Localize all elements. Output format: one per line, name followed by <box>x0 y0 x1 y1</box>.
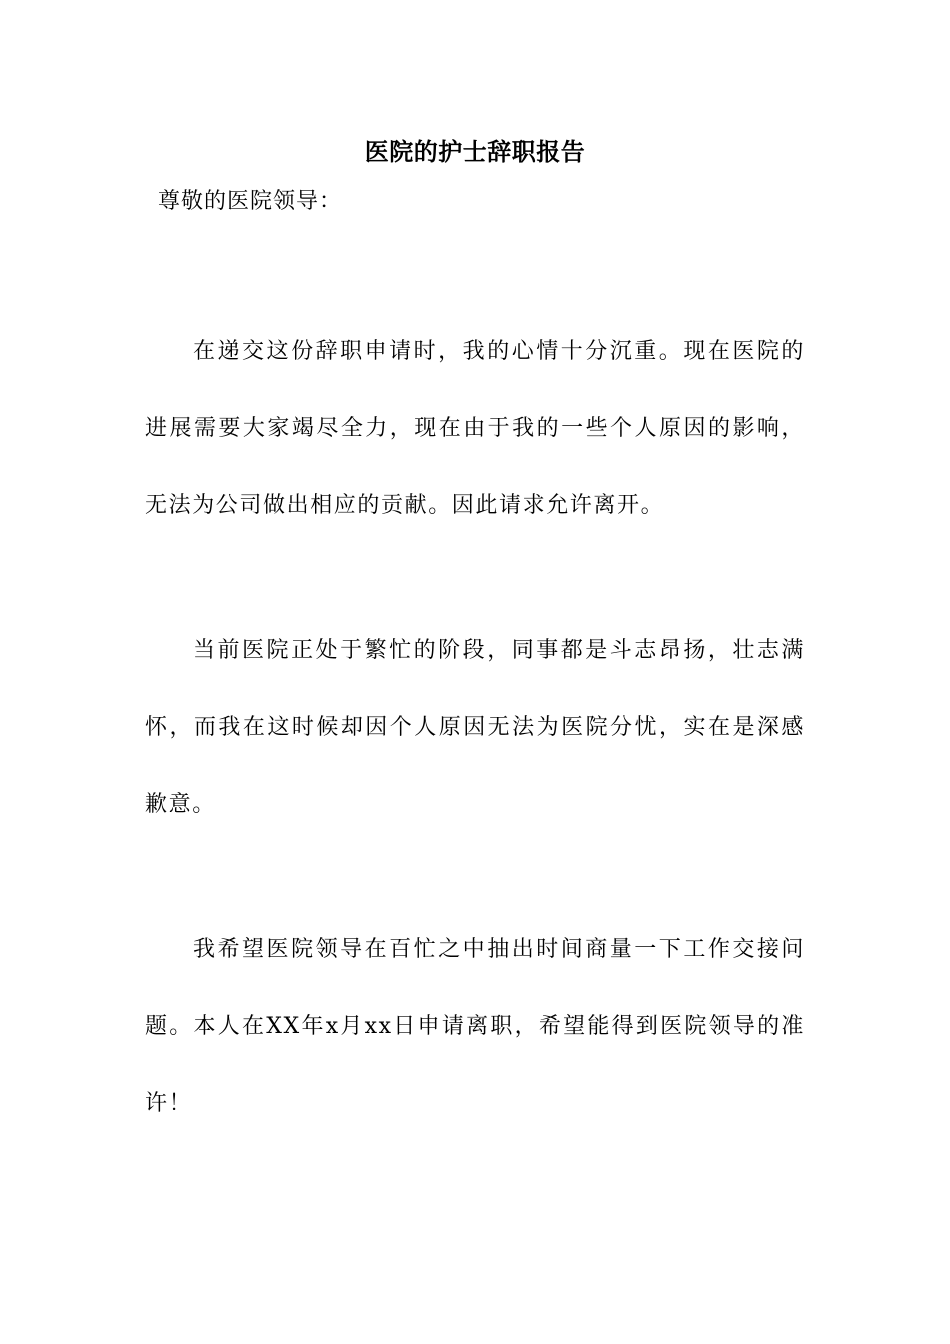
document-title: 医院的护士辞职报告 <box>364 137 586 166</box>
paragraph-3: 我希望医院领导在百忙之中抽出时间商量一下工作交接问题。本人在XX年x月xx日申请离职，希望能得到医院领导的准许！ <box>145 937 805 1116</box>
paragraph-1: 在递交这份辞职申请时，我的心情十分沉重。现在医院的进展需要大家竭尽全力，现在由于我的一些个人原因的影响，无法为公司做出相应的贡献。因此请求允许离开。 <box>145 339 805 518</box>
salutation: 尊敬的医院领导： <box>158 189 343 214</box>
paragraph-2: 当前医院正处于繁忙的阶段，同事都是斗志昂扬，壮志满怀，而我在这时候却因个人原因无法为医院分忧，实在是深感歉意。 <box>145 638 805 817</box>
